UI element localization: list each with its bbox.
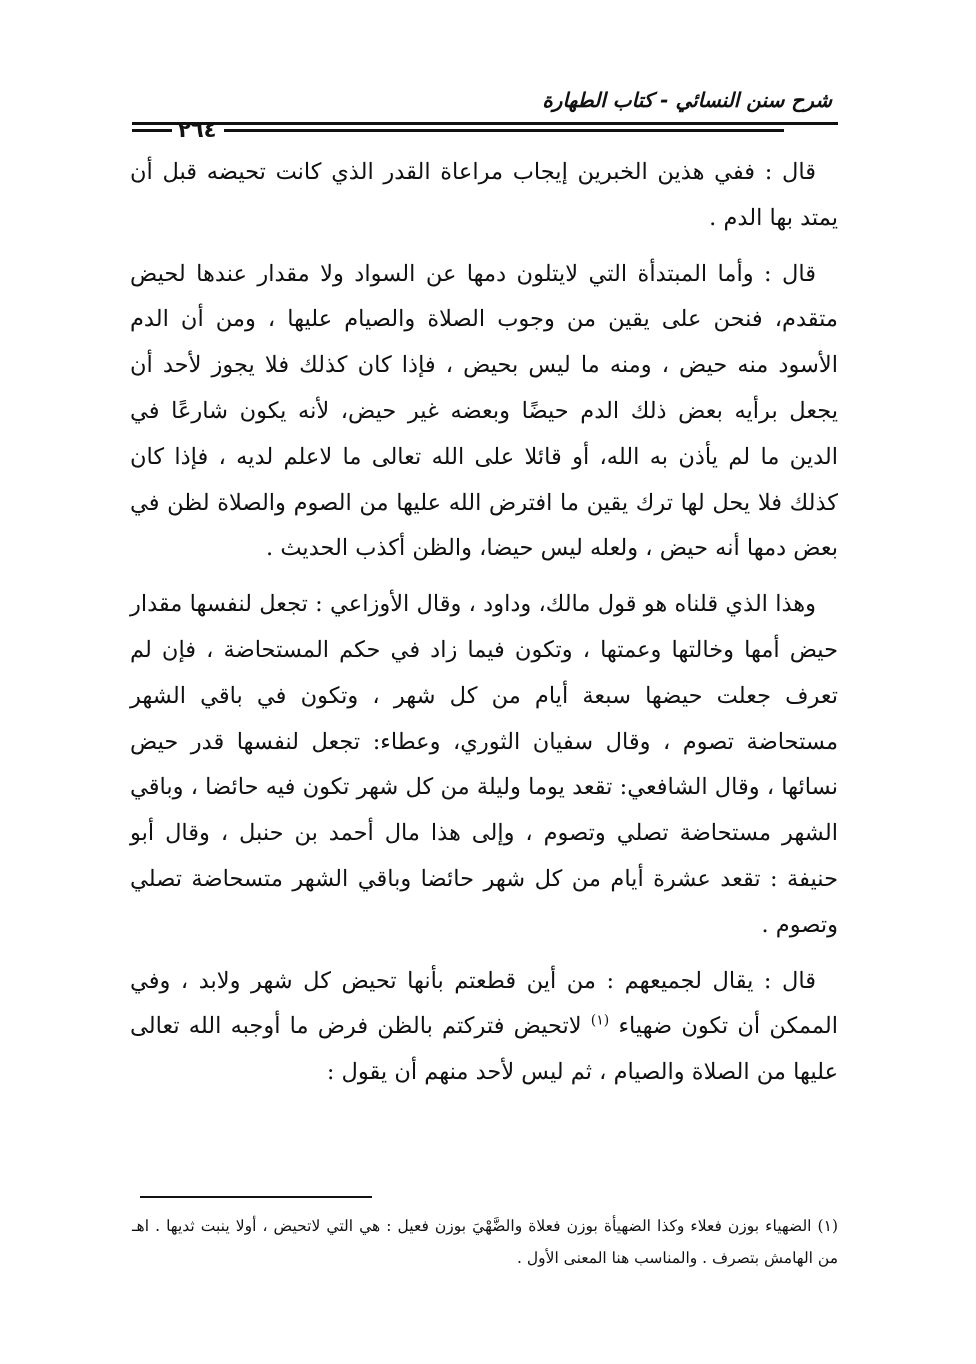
paragraph-1: قال : ففي هذين الخبرين إيجاب مراعاة القدر الذي كانت تحيضه قبل أن يمتد بها الدم .: [130, 159, 838, 231]
main-text: [130, 150, 838, 1106]
folio-dash: [132, 129, 172, 132]
paragraph-4-start: قال : يقال لجميعهم : من أين قطعتم بأنها تحيض كل شهر ولابد ، وفي الممكن أن تكون ضهياء: [130, 967, 838, 1040]
page-number: ٢٦٤: [178, 118, 217, 142]
paragraph-2: قال : وأما المبتدأة التي لايتلون دمها عن السواد ولا مقدار عندها لحيض متقدم، فنحن على يقين من وجوب الصلاة والصيام عليها ، ومن أن الدم الأسود منه حيض ، ومنه ما ليس بحيض ، فإذا كان كذلك فلا يجوز لأحد أن يجعل برأيه بعض ذلك الدم حيضًا وبعضه غير حيض، لأنه يكون شارعًا في الدين ما لم يأذن به الله، أو قائلا على الله تعالى ما لاعلم لديه ، فإذا كان كذلك فلا يحل لها ترك يقين ما افترض الله عليها من الصوم والصلاة لظن في بعض دمها أنه حيض ، ولعله ليس حيضا، والظن أكذب الحديث .: [130, 260, 838, 562]
page-number-line: [132, 118, 784, 142]
footnote-marker: (١): [590, 1012, 610, 1029]
paragraph-4: [130, 959, 838, 1096]
running-title: شرح سنن النسائي - كتاب الطهارة: [542, 88, 832, 112]
footnote: [132, 1210, 838, 1274]
folio-rule: [224, 129, 784, 132]
footnote-separator: [140, 1196, 372, 1198]
paragraph-4-end: لاتحيض فتركتم بالظن فرض ما أوجبه الله تعالى عليها من الصلاة والصيام ، ثم ليس لأحد منهم أن يقول :: [130, 1013, 838, 1086]
footnote-text: (١) الضهياء بوزن فعلاء وكذا الضهيأة بوزن فعلاة والضَّهْيَ بوزن فعيل : هي التي لاتحيض ، أولا ينبت ثديها . اهـ من الهامش بتصرف . والمناسب هنا المعنى الأول .: [132, 1217, 838, 1267]
paragraph-3: وهذا الذي قلناه هو قول مالك، وداود ، وقال الأوزاعي : تجعل لنفسها مقدار حيض أمها وخالتها وعمتها ، وتكون فيما زاد في حكم المستحاضة ، فإن لم تعرف جعلت حيضها سبعة أيام من كل شهر ، وتكون في باقي الشهر مستحاضة تصوم ، وقال سفيان الثوري، وعطاء: تجعل لنفسها قدر حيض نسائها ، وقال الشافعي: تقعد يوما وليلة من كل شهر تكون فيه حائضا ، وباقي الشهر مستحاضة تصلي وتصوم ، وإلى هذا مال أحمد بن حنبل ، وقال أبو حنيفة : تقعد عشرة أيام من كل شهر حائضا وباقي الشهر متسحاضة تصلي وتصوم .: [130, 591, 838, 938]
